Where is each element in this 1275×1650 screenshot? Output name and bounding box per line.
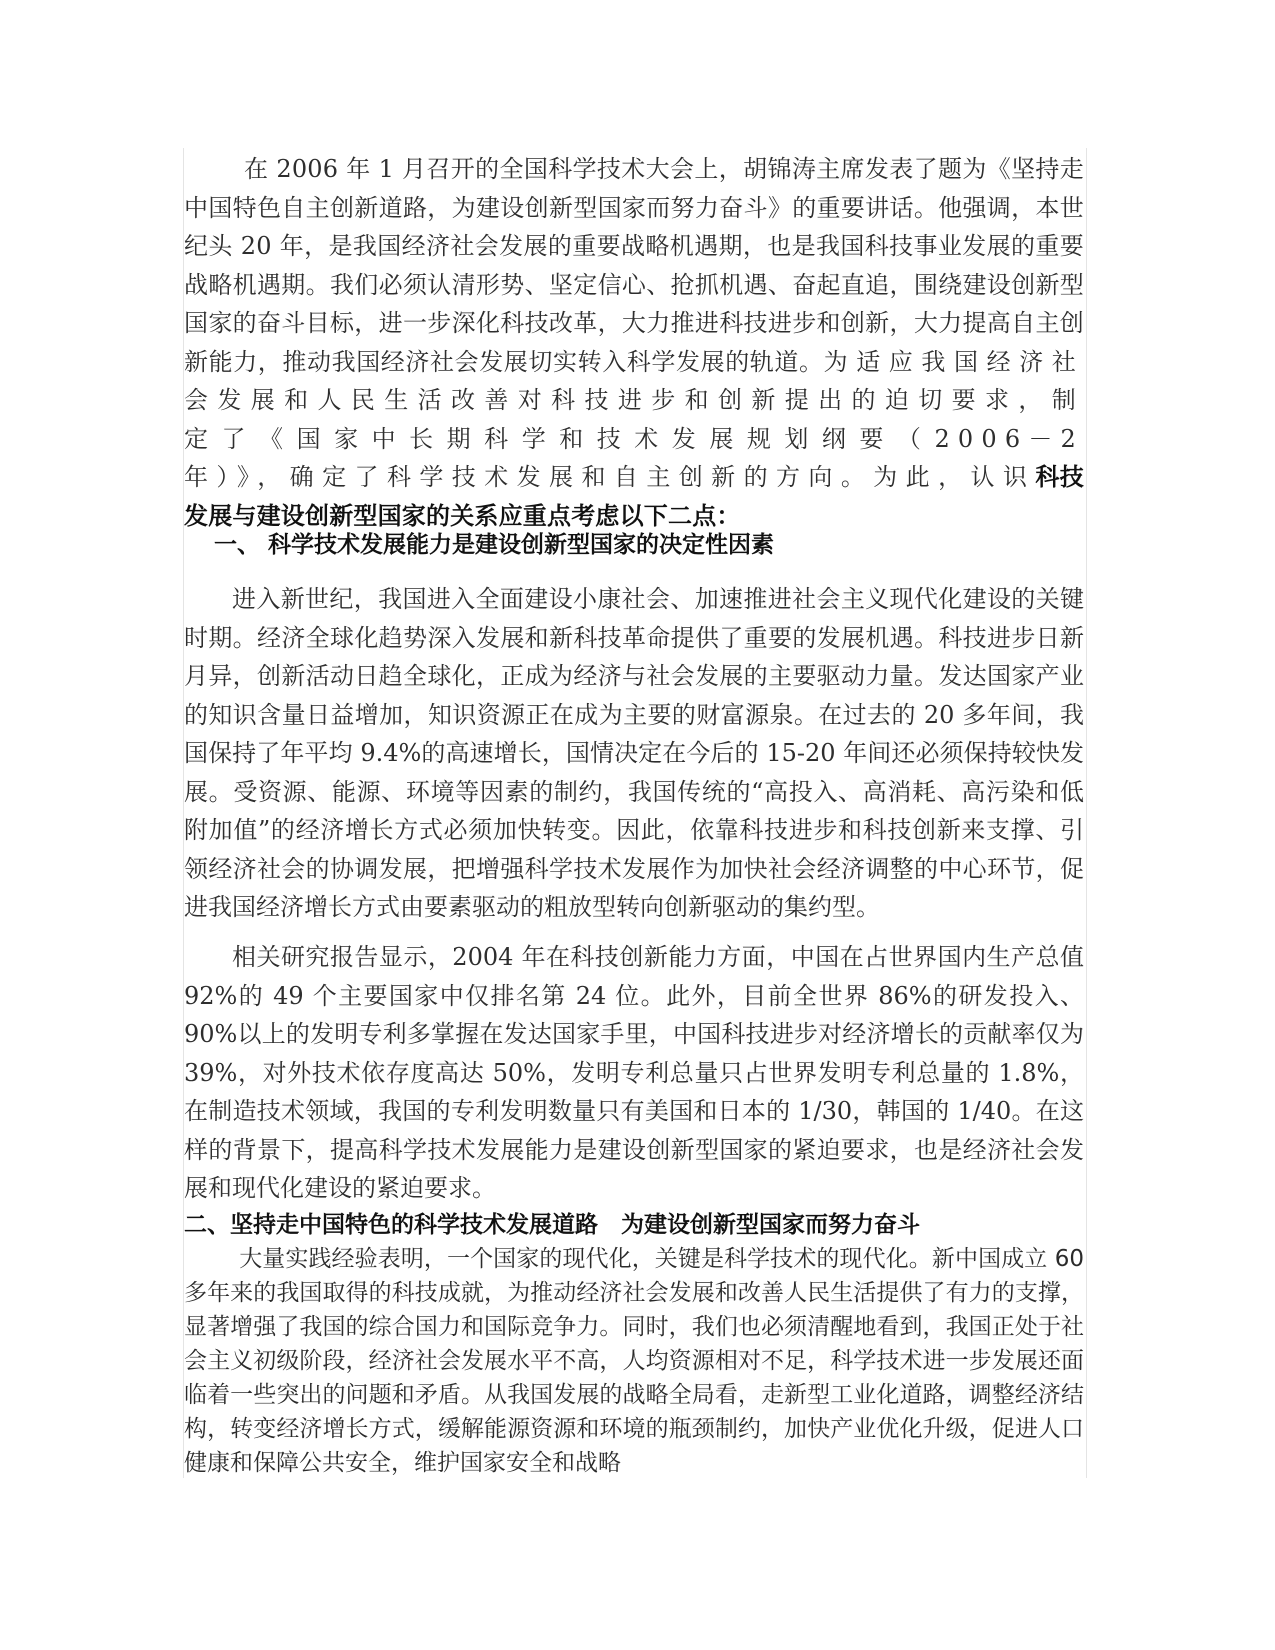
paragraph-intro-wide-text: 为适应我国经济社会发展和人民生活改善对科技进步和创新提出的迫切要求，制定了《国家中长期科学和技术发展规划纲要（2006－2 年）》，确定了科学技术发展和自主创新的方向。为此，认识 <box>184 347 1133 491</box>
paragraph-practice-experience: 大量实践经验表明，一个国家的现代化，关键是科学技术的现代化。新中国成立 60 多年来的我国取得的科技成就，为推动经济社会发展和改善人民生活提供了有力的支撑，显著增强了我国的综合国力和国际竞争力。同时，我们也必须清醒地看到，我国正处于社会主义初级阶段，经济社会发展水平不高，人均资源相对不足，科学技术进一步发展还面临着一些突出的问题和矛盾。从我国发展的战略全局看，走新型工业化道路，调整经济结构，转变经济增长方式，缓解能源资源和环境的瓶颈制约，加快产业优化升级，促进人口健康和保障公共安全，维护国家安全和战略 <box>184 1246 1084 1476</box>
document-page <box>183 148 1133 1478</box>
section-heading-1: 一、 科学技术发展能力是建设创新型国家的决定性因素 <box>214 532 775 558</box>
paragraph-intro-text: 在 2006 年 1 月召开的全国科学技术大会上，胡锦涛主席发表了题为《坚持走中国特色自主创新道路，为建设创新型国家而努力奋斗》的重要讲话。他强调，本世纪头 20 年，是我国经济社会发展的重要战略机遇期，也是我国科技事业发展的重要战略机遇期。我们必须认清形势、坚定信心、抢抓机遇、奋起直追，围绕建设创新型国家的奋斗目标，进一步深化科技改革，大力推进科技进步和创新，大力提高自主创新能力，推动我国经济社会发展切实转入科学发展的轨道。 <box>184 155 1084 376</box>
paragraph-intro <box>184 150 1133 535</box>
section-heading-2: 二、坚持走中国特色的科学技术发展道路 为建设创新型国家而努力奋斗 <box>184 1212 920 1238</box>
paragraph-research-report: 相关研究报告显示，2004 年在科技创新能力方面，中国在占世界国内生产总值 92%的 49 个主要国家中仅排名第 24 位。此外，目前全世界 86%的研发投入、90%以上的发明专利多掌握在发达国家手里，中国科技进步对经济增长的贡献率仅为 39%，对外技术依存度高达 50%，发明专利总量只占世界发明专利总量的 1.8%，在制造技术领域，我国的专利发明数量只有美国和日本的 1/30，韩国的 1/40。在这样的背景下，提高科学技术发展能力是建设创新型国家的紧迫要求，也是经济社会发展和现代化建设的紧迫要求。 <box>184 943 1084 1202</box>
paragraph-intro-bold-text: 科技发展与建设创新型国家的关系应重点考虑以下二点： <box>184 462 1084 530</box>
paragraph-new-century: 进入新世纪，我国进入全面建设小康社会、加速推进社会主义现代化建设的关键时期。经济全球化趋势深入发展和新科技革命提供了重要的发展机遇。科技进步日新月异，创新活动日趋全球化，正成为经济与社会发展的主要驱动力量。发达国家产业的知识含量日益增加，知识资源正在成为主要的财富源泉。在过去的 20 多年间，我国保持了年平均 9.4%的高速增长，国情决定在今后的 15-20 年间还必须保持较快发展。受资源、能源、环境等因素的制约，我国传统的“高投入、高消耗、高污染和低附加值”的经济增长方式必须加快转变。因此，依靠科技进步和科技创新来支撑、引领经济社会的协调发展，把增强科学技术发展作为加快社会经济调整的中心环节，促进我国经济增长方式由要素驱动的粗放型转向创新驱动的集约型。 <box>184 585 1084 921</box>
